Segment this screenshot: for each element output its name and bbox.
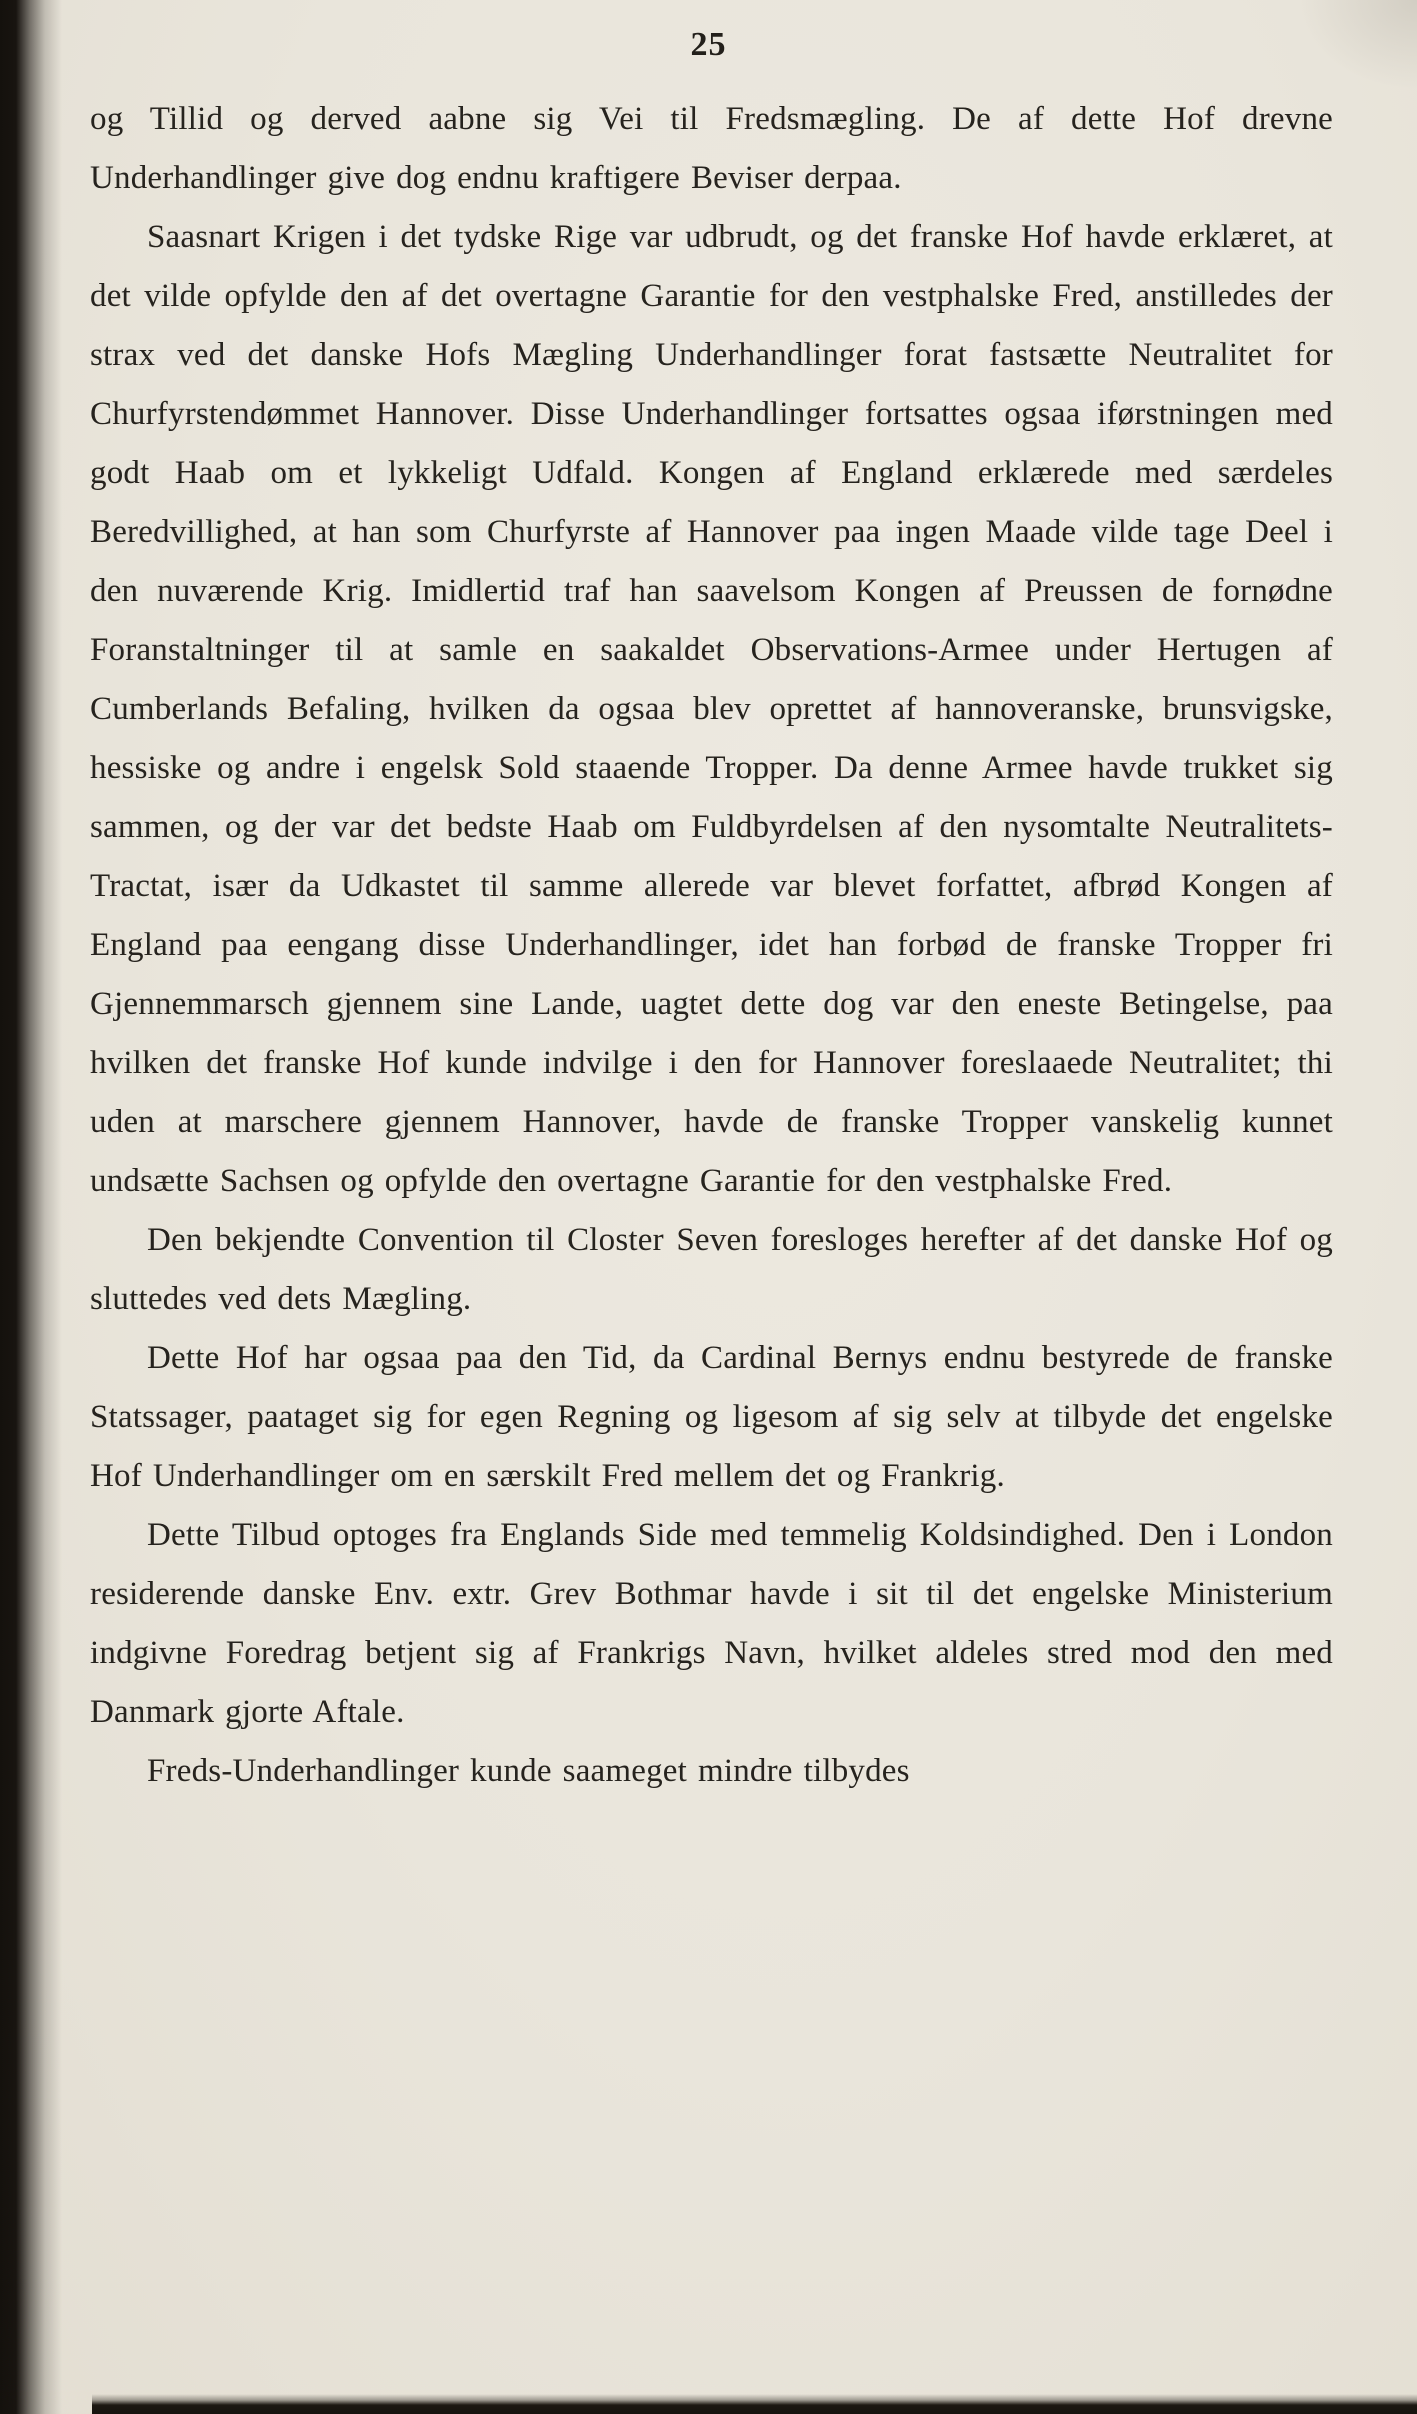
- book-gutter-shadow: [0, 0, 62, 2414]
- page-bottom-edge-shadow: [92, 2394, 1417, 2414]
- paragraph: Freds-Underhandlinger kunde saameget mindre tilbydes: [147, 1753, 910, 1789]
- paragraph: Den bekjendte Convention til Closter Seven foresloges herefter af det danske Hof og sluttedes ved dets Mægling.: [90, 1222, 1333, 1317]
- text-block: [90, 90, 1333, 1801]
- paragraph: og Tillid og derved aabne sig Vei til Fredsmægling. De af dette Hof drevne Underhandlinger give dog endnu kraftigere Beviser derpaa.: [90, 101, 1333, 196]
- paragraph: Dette Tilbud optoges fra Englands Side med temmelig Koldsindighed. Den i London residerende danske Env. extr. Grev Bothmar havde i sit til det engelske Ministerium indgivne Foredrag betjent sig af Frankrigs Navn, hvilket aldeles stred mod den med Danmark gjorte Aftale.: [90, 1517, 1333, 1730]
- paragraph: Saasnart Krigen i det tydske Rige var udbrudt, og det franske Hof havde erklæret, at det vilde opfylde den af det overtagne Garantie for den vestphalske Fred, anstilledes der strax ved det danske Hofs Mægling Underhandlinger forat fastsætte Neutralitet for Churfyrstendømmet Hannover. Disse Underhandlinger fortsattes ogsaa iførstningen med godt Haab om et lykkeligt Udfald. Kongen af England erklærede med særdeles Beredvillighed, at han som Churfyrste af Hannover paa ingen Maade vilde tage Deel i den nuværende Krig. Imidlertid traf han saavelsom Kongen af Preussen de fornødne Foranstaltninger til at samle en saakaldet Observations-Armee under Hertugen af Cumberlands Befaling, hvilken da ogsaa blev oprettet af hannoveranske, brunsvigske, hessiske og andre i engelsk Sold staaende Tropper. Da denne Armee havde trukket sig sammen, og der var det bedste Haab om Fuldbyrdelsen af den nysomtalte Neutralitets-Tractat, især da Udkastet til samme allerede var blevet forfattet, afbrød Kongen af England paa eengang disse Underhandlinger, idet han forbød de franske Tropper fri Gjennemmarsch gjennem sine Lande, uagtet dette dog var den eneste Betingelse, paa hvilken det franske Hof kunde indvilge i den for Hannover foreslaaede Neutralitet; thi uden at marschere gjennem Hannover, havde de franske Tropper vanskelig kunnet undsætte Sachsen og opfylde den overtagne Garantie for den vestphalske Fred.: [90, 219, 1333, 1199]
- paragraph: Dette Hof har ogsaa paa den Tid, da Cardinal Bernys endnu bestyrede de franske Statssager, paataget sig for egen Regning og ligesom af sig selv at tilbyde det engelske Hof Underhandlinger om en særskilt Fred mellem det og Frankrig.: [90, 1340, 1333, 1494]
- page-number: 25: [690, 26, 727, 63]
